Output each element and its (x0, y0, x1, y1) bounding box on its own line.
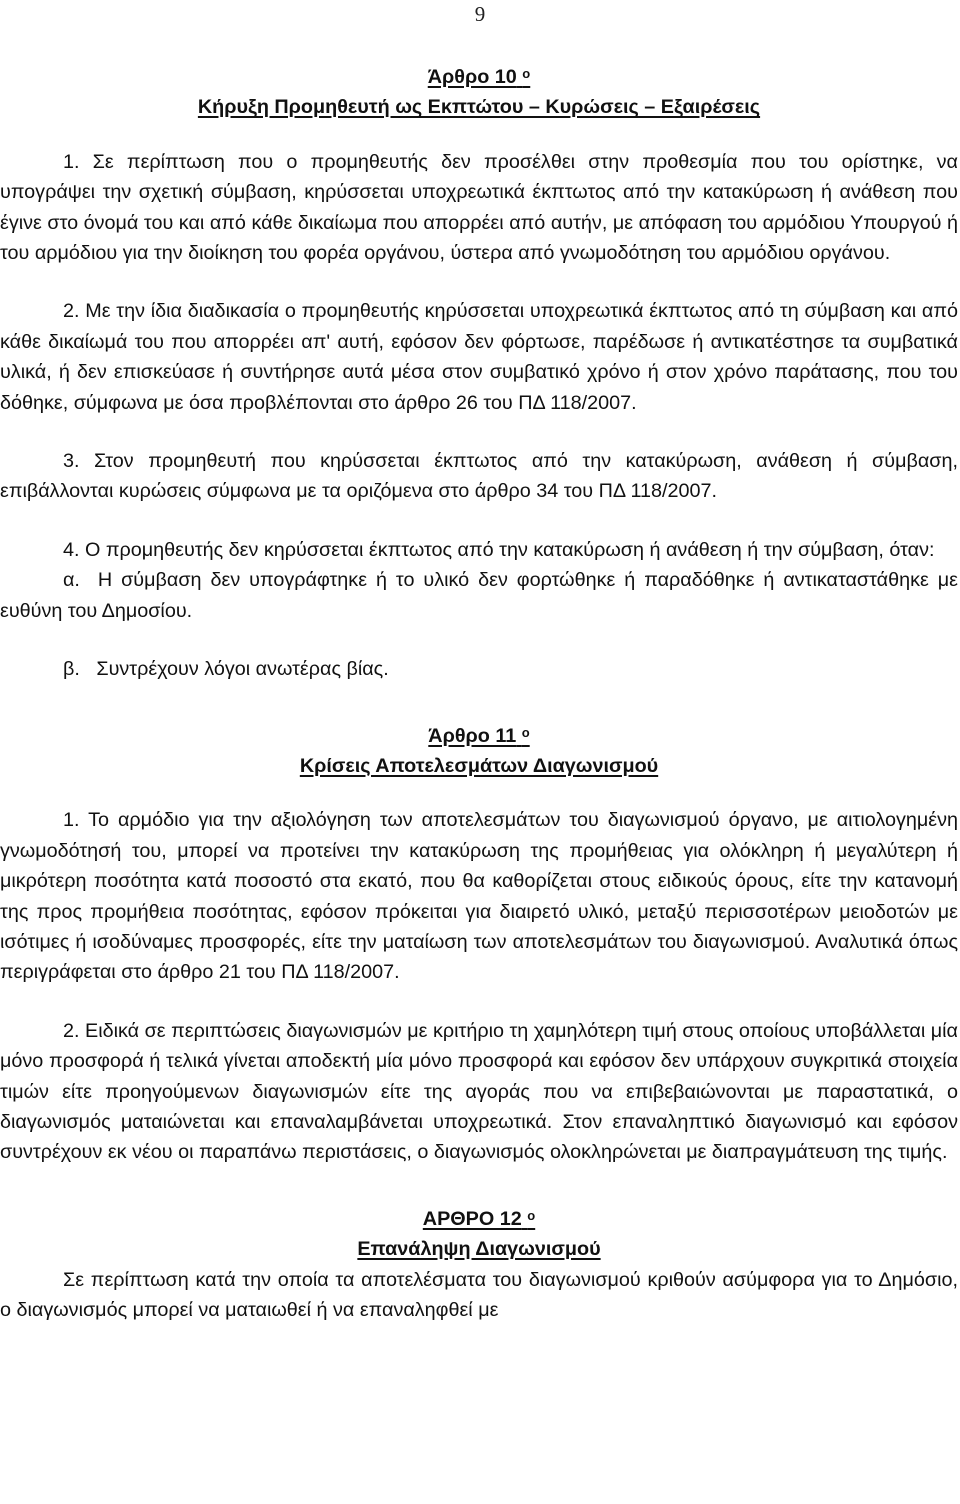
article-10-subtitle (0, 92, 958, 122)
article-12 (0, 1204, 958, 1326)
article-11-paragraph-2: 2. Ειδικά σε περιπτώσεις διαγωνισμών με κριτήριο τη χαμηλότερη τιμή στους οποίους υποβάλλεται μία μόνο προσφορά ή τελικά γίνεται αποδεκτή μία μόνο προσφορά και εφόσον δεν υπάρχουν συγκριτικά στοιχεία τιμών είτε προηγούμενων διαγωνισμών είτε της αγοράς που να επιβεβαιώνονται με παραστατικά, ο διαγωνισμός ματαιώνεται και επαναλαμβάνεται υποχρεωτικά. Στον επαναληπτικό διαγωνισμό και εφόσον συντρέχουν εκ νέου οι παραπάνω περιστάσεις, ο διαγωνισμός ολοκληρώνεται με διαπραγμάτευση της τιμής. (0, 1019, 958, 1164)
subitem-a-label: α. (63, 569, 80, 592)
article-11-subtitle (0, 751, 958, 781)
article-10-subtitle-text: Κήρυξη Προμηθευτή ως Εκπτώτου – Κυρώσεις – Εξαιρέσεις (197, 96, 761, 119)
article-11-heading-text: Άρθρο 11 (428, 724, 517, 747)
article-10-subitem-a (0, 565, 958, 626)
article-12-heading-sup: ο (527, 1207, 536, 1223)
article-12-subtitle (0, 1234, 958, 1264)
article-10-paragraph-2: 2. Με την ίδια διαδικασία ο προμηθευτής κηρύσσεται υποχρεωτικά έκπτωτος από τη σύμβαση και από κάθε δικαίωμά του που απορρέει απ' αυτή, εφόσον δεν φόρτωσε, παρέδωσε ή αντικατέστησε τα συμβατικά υλικά, ή δεν επισκεύασε ή συντήρησε αυτά μέσα στον συμβατικό χρόνο ή στον χρόνο παράτασης, που του δόθηκε, σύμφωνα με όσα προβλέπονται στο άρθρο 26 του ΠΔ 118/2007. (0, 300, 958, 414)
article-10-heading-text: Άρθρο 10 (427, 66, 517, 88)
article-12-heading-text: ΑΡΘΡΟ 12 (422, 1207, 522, 1230)
article-11 (0, 721, 958, 1168)
article-11-heading (0, 721, 958, 751)
subitem-a-text: Η σύμβαση δεν υπογράφτηκε ή το υλικό δεν φορτώθηκε ή παραδόθηκε ή αντικαταστάθηκε με ευθύνη του Δημοσίου. (0, 569, 958, 622)
page-number: 9 (474, 2, 486, 26)
article-10-paragraph-4: 4. Ο προμηθευτής δεν κηρύσσεται έκπτωτος από την κατακύρωση ή ανάθεση ή την σύμβαση, όταν: (63, 538, 935, 561)
article-11-heading-sup: ο (521, 724, 530, 740)
article-10 (0, 62, 958, 685)
article-12-heading (0, 1204, 958, 1234)
article-11-subtitle-text: Κρίσεις Αποτελεσμάτων Διαγωνισμού (299, 754, 659, 777)
subitem-b-label: β. (63, 658, 80, 681)
article-12-subtitle-text: Επανάληψη Διαγωνισμού (357, 1238, 601, 1261)
article-10-paragraph-1: 1. Σε περίπτωση που ο προμηθευτής δεν προσέλθει στην προθεσμία που του ορίστηκε, να υπογράψει την σχετική σύμβαση, κηρύσσεται υποχρεωτικά έκπτωτος από την κατακύρωση ή ανάθεση που έγινε στο όνομά του και από κάθε δικαίωμα που απορρέει από αυτήν, με απόφαση του αρμόδιου Υπουργού ή του αρμόδιου για την διοίκηση του φορέα οργάνου, ύστερα από γνωμοδότηση του αρμόδιου οργάνου. (0, 150, 958, 265)
subitem-b-text: Συντρέχουν λόγοι ανωτέρας βίας. (96, 658, 389, 681)
article-10-heading (0, 62, 958, 92)
article-10-paragraph-3: 3. Στον προμηθευτή που κηρύσσεται έκπτωτος από την κατακύρωση, ανάθεση ή σύμβαση, επιβάλλονται κυρώσεις σύμφωνα με τα οριζόμενα στο άρθρο 34 του ΠΔ 118/2007. (0, 450, 958, 503)
article-10-heading-sup: ο (522, 66, 531, 81)
article-10-subitem-b (0, 654, 958, 684)
article-11-paragraph-1: 1. Το αρμόδιο για την αξιολόγηση των αποτελεσμάτων του διαγωνισμού όργανο, με αιτιολογημένη γνωμοδότησή του, μπορεί να προτείνει την κατακύρωση της προμήθειας για ολόκληρη ή μεγαλύτερη ή μικρότερη ποσότητα κατά ποσοστό στα εκατό, που θα καθορίζεται στους ειδικούς όρους, είτε την κατανομή της προς προμήθεια ποσότητας, εφόσον πρόκειται για διαιρετό υλικό, μεταξύ περισσοτέρων μειοδοτών με ισότιμες ή ισοδύναμες προσφορές, είτε την ματαίωση των αποτελεσμάτων του διαγωνισμού. Αναλυτικά όπως περιγράφεται στο άρθρο 21 του ΠΔ 118/2007. (0, 809, 958, 984)
article-12-paragraph-1: Σε περίπτωση κατά την οποία τα αποτελέσματα του διαγωνισμού κριθούν ασύμφορα για το Δημόσιο, ο διαγωνισμός μπορεί να ματαιωθεί ή να επαναληφθεί με (0, 1268, 958, 1321)
document-body (0, 62, 958, 1325)
